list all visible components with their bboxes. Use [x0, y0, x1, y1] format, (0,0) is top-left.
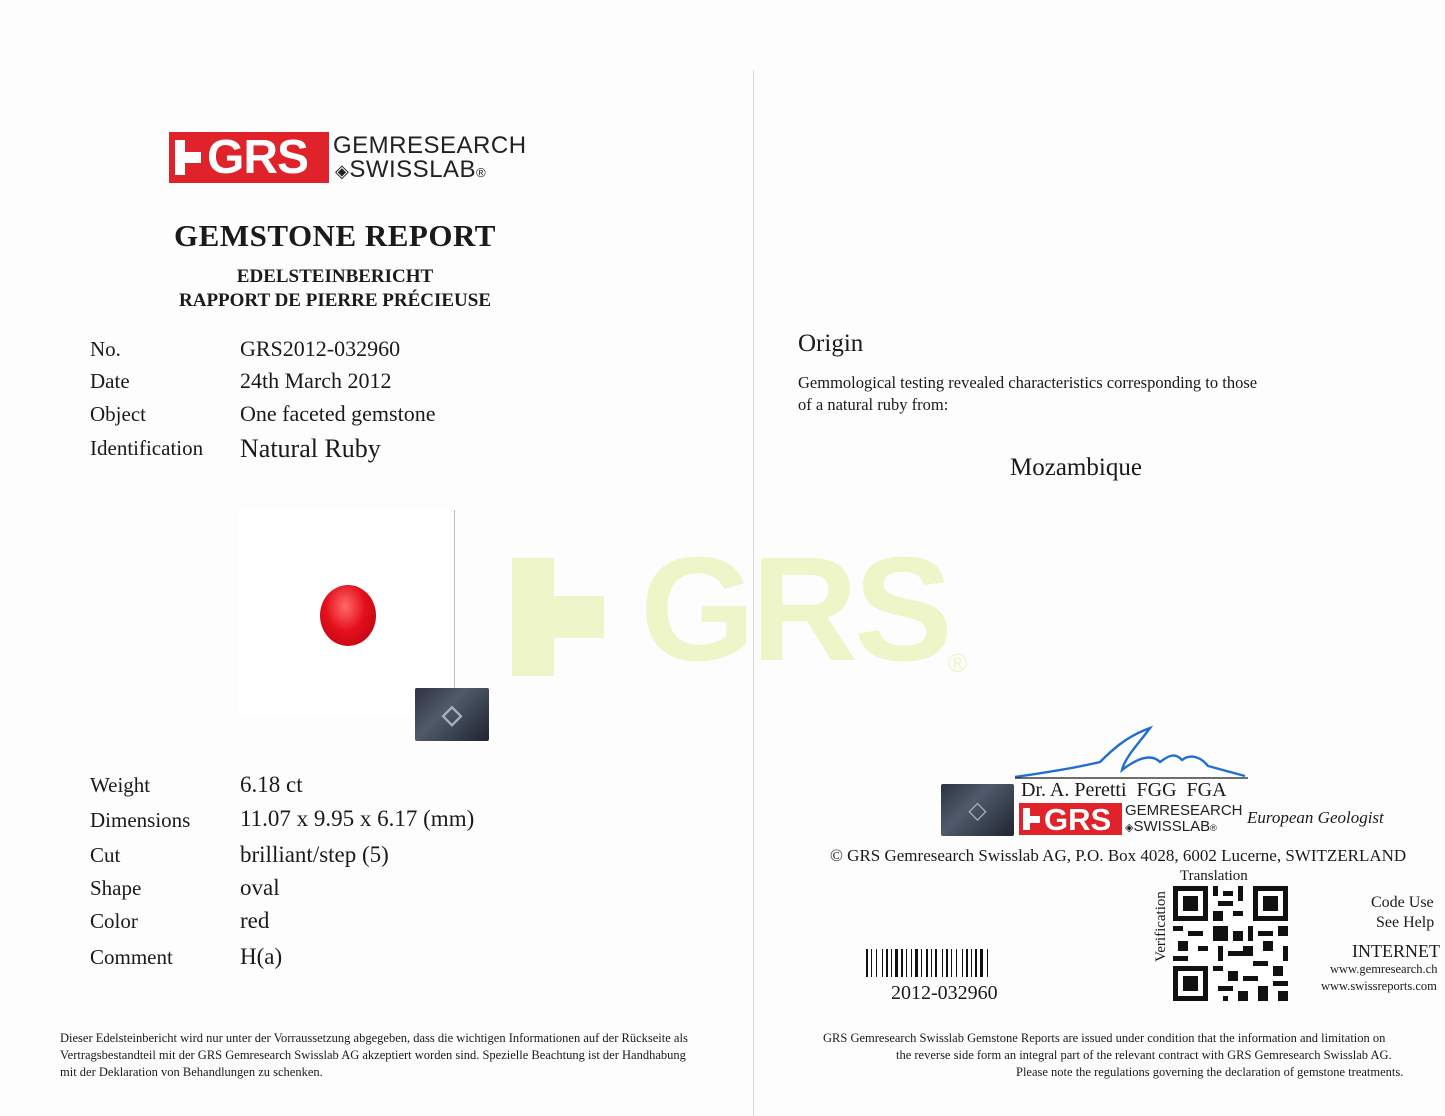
logo-small-registered: ® [1210, 823, 1217, 833]
barcode-bar [984, 949, 986, 977]
barcode-bar [886, 949, 888, 977]
grs-watermark [512, 527, 982, 692]
barcode-bar [989, 949, 990, 977]
grs-logo [169, 130, 527, 186]
barcode-bar [944, 949, 945, 977]
watermark-text: GRS [640, 527, 949, 692]
right-disclaimer-2: the reverse side form an integral part of the relevant contract with GRS Gemresearch Swisslab AG. [896, 1048, 1392, 1062]
field-label-object: Object [90, 402, 146, 426]
barcode-bar [946, 949, 948, 977]
right-disclaimer-1: GRS Gemresearch Swisslab Gemstone Reports are issued under condition that the information and limitation on [823, 1031, 1386, 1045]
internet-label: INTERNET [1352, 941, 1440, 961]
barcode-bar [876, 949, 877, 977]
diamond-icon: ◈ [335, 161, 350, 181]
barcode-bar [962, 949, 963, 977]
barcode-bar [884, 949, 885, 977]
detail-label-dimensions: Dimensions [90, 808, 191, 832]
barcode-bar [913, 949, 914, 977]
barcode-bar [926, 949, 928, 977]
barcode-bar [901, 949, 903, 977]
grs-cross-icon [1022, 803, 1044, 835]
logo-line2-text: SWISSLAB [349, 156, 477, 183]
barcode-bar [969, 949, 970, 977]
field-value-no: GRS2012-032960 [240, 336, 401, 361]
logo-registered: ® [476, 165, 487, 180]
barcode-bar [923, 949, 925, 977]
detail-label-comment: Comment [90, 945, 173, 969]
barcode-bar [882, 949, 883, 977]
barcode-bar [975, 949, 977, 977]
barcode-bar [956, 949, 957, 977]
url-gemresearch[interactable]: www.gemresearch.ch [1330, 962, 1438, 976]
barcode-bar [929, 949, 930, 977]
detail-value-weight: 6.18 ct [240, 772, 303, 797]
field-label-no: No. [90, 337, 121, 361]
barcode-bar [899, 949, 900, 977]
diamond-icon: ◇ [442, 699, 462, 729]
barcode-bar [906, 949, 907, 977]
signature-mark [1010, 722, 1250, 782]
detail-label-color: Color [90, 909, 138, 933]
diamond-icon: ◈ [1125, 822, 1134, 834]
barcode-bar [949, 949, 950, 977]
qr-code[interactable] [1173, 886, 1288, 1001]
barcode-bar [915, 949, 918, 977]
barcode-bar [933, 949, 934, 977]
translation-label: Translation [1180, 868, 1248, 884]
barcode-bar [938, 949, 941, 977]
barcode [866, 949, 1030, 977]
logo-line1: GEMRESEARCH [333, 132, 527, 159]
detail-value-shape: oval [240, 875, 280, 900]
field-value-identification: Natural Ruby [240, 434, 381, 463]
origin-text-2: of a natural ruby from: [798, 395, 949, 414]
logo-small-line1: GEMRESEARCH [1125, 802, 1243, 819]
barcode-bar [921, 949, 922, 977]
barcode-bar [964, 949, 965, 977]
field-label-date: Date [90, 369, 130, 393]
code-use-label: Code Use [1371, 894, 1434, 911]
ruby-gemstone-image [320, 585, 376, 646]
barcode-bar [931, 949, 932, 977]
origin-country: Mozambique [1010, 454, 1142, 481]
field-value-object: One faceted gemstone [240, 401, 436, 426]
detail-value-cut: brilliant/step (5) [240, 842, 389, 867]
detail-label-shape: Shape [90, 876, 142, 900]
detail-value-color: red [240, 908, 270, 933]
barcode-bar [866, 949, 868, 977]
origin-heading: Origin [798, 330, 864, 357]
barcode-bar [891, 949, 892, 977]
grs-logo-small [1019, 801, 1243, 837]
hologram-seal [415, 688, 489, 741]
barcode-bar [987, 949, 988, 977]
barcode-bar [966, 949, 968, 977]
signer-name: Dr. A. Peretti FGG FGA [1021, 779, 1227, 801]
grs-cross-icon [173, 132, 207, 183]
barcode-bar [973, 949, 974, 977]
barcode-bar [935, 949, 937, 977]
barcode-bar [953, 949, 955, 977]
barcode-bar [971, 949, 972, 977]
report-subtitle-de: EDELSTEINBERICHT [236, 266, 434, 287]
see-help-label: See Help [1376, 914, 1435, 931]
company-address: © GRS Gemresearch Swisslab AG, P.O. Box 4028, 6002 Lucerne, SWITZERLAND [830, 846, 1407, 865]
barcode-bar [871, 949, 872, 977]
barcode-bar [895, 949, 898, 977]
barcode-bar [951, 949, 952, 977]
barcode-bar [873, 949, 875, 977]
barcode-bar [878, 949, 881, 977]
barcode-bar [958, 949, 961, 977]
diamond-icon: ◇ [968, 797, 987, 824]
logo-line2 [335, 158, 486, 182]
barcode-bar [911, 949, 912, 977]
verification-label: Verification [1152, 891, 1169, 962]
barcode-bar [942, 949, 943, 977]
barcode-bar [978, 949, 979, 977]
field-label-identification: Identification [90, 436, 204, 460]
barcode-bar [904, 949, 905, 977]
detail-value-comment: H(a) [240, 944, 283, 969]
barcode-bar [980, 949, 983, 977]
right-disclaimer-3: Please note the regulations governing the declaration of gemstone treatments. [1016, 1065, 1404, 1079]
watermark-registered: ® [948, 648, 968, 678]
barcode-bar [889, 949, 890, 977]
left-disclaimer: Dieser Edelsteinbericht wird nur unter der Vorraussetzung abgegeben, dass die wichtigen Informationen auf der Rückseite als Vertragsbestandteil mit der GRS Gemresearch Swisslab AG akzeptiert worden sind. Spezielle Beachtung ist der Handhabung mit der Deklaration von Behandlungen zu schenken. [60, 1031, 688, 1079]
logo-small-line2 [1125, 819, 1217, 834]
field-value-date: 24th March 2012 [240, 368, 392, 393]
watermark-cross-icon [512, 558, 604, 676]
hologram-seal-right [941, 784, 1014, 836]
logo-mark: GRS [207, 130, 309, 184]
detail-label-weight: Weight [90, 773, 151, 797]
url-swissreports[interactable]: www.swissreports.com [1321, 979, 1437, 993]
detail-value-dimensions: 11.07 x 9.95 x 6.17 (mm) [240, 806, 475, 831]
barcode-bar [908, 949, 910, 977]
origin-text-1: Gemmological testing revealed characteristics corresponding to those [798, 373, 1258, 392]
barcode-bar [893, 949, 894, 977]
barcode-number: 2012-032960 [891, 982, 998, 1004]
barcode-bar [869, 949, 870, 977]
logo-small-line2-text: SWISSLAB [1133, 818, 1211, 835]
report-title: GEMSTONE REPORT [174, 218, 496, 253]
logo-mark-small: GRS [1044, 801, 1112, 837]
detail-label-cut: Cut [90, 843, 121, 867]
barcode-bar [919, 949, 920, 977]
signer-title: European Geologist [1247, 808, 1384, 827]
report-subtitle-fr: RAPPORT DE PIERRE PRÉCIEUSE [179, 290, 491, 311]
